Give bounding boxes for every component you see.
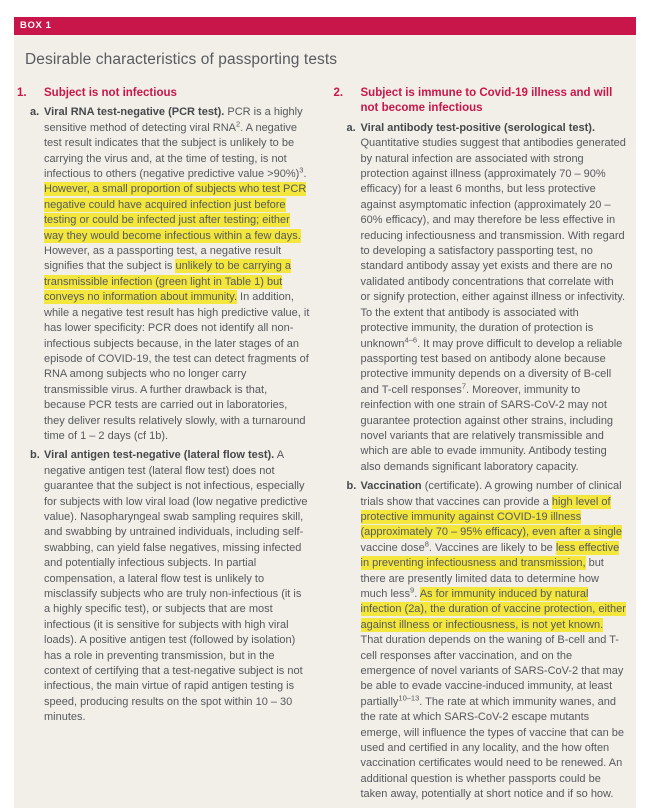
column-right: [334, 86, 627, 803]
box-label: BOX 1: [14, 17, 636, 35]
section-1-heading-text: Subject is not infectious: [44, 87, 177, 99]
superscript: 9: [410, 585, 415, 595]
paragraph-1b-letter: b.: [30, 449, 40, 462]
paragraph-2b-text: [361, 479, 627, 803]
text-run: However, as a passporting test, a negative result signifies that the subject is: [44, 245, 282, 273]
text-run: . A negative test result indicates that the subject is unlikely to be carrying the virus and, at the time of testing, is not infectious to others (negative predictive value >90%): [44, 121, 300, 181]
text-run: PCR is a highly sensitive method of detecting viral RNA: [44, 106, 303, 134]
highlighted-text-run: However, a small proportion of subjects who test PCR negative could have acquired infection just before testing or could be infected just after testing; either way they would become infectious within a few days.: [44, 183, 307, 242]
paragraph-1a-letter: a.: [30, 106, 40, 119]
superscript: 8: [424, 539, 429, 549]
text-run: .: [414, 588, 420, 600]
column-left: [17, 86, 310, 803]
superscript: 4–6: [404, 334, 418, 344]
box-content: [14, 35, 636, 808]
text-run: Vaccination: [360, 480, 422, 493]
paragraph-1b: [17, 448, 310, 725]
text-run: . It may prove difficult to develop a reliable passporting test based on antibody alone because protective immunity depends on a diversity of B-cell and T-cell responses: [360, 337, 623, 396]
section-1-number: 1.: [17, 87, 27, 99]
paragraph-2b-letter: b.: [346, 480, 357, 493]
text-run: Viral antigen test-negative (lateral flow test).: [44, 449, 275, 462]
text-run: .: [303, 168, 307, 181]
section-1-heading: [17, 86, 310, 101]
superscript: 7: [461, 381, 466, 391]
text-run: but there are presently limited data to determine how much less: [360, 557, 604, 600]
paragraph-1a-text: [44, 105, 310, 444]
text-run: Viral RNA test-negative (PCR test).: [44, 106, 225, 119]
highlighted-text-run: unlikely to be carrying a transmissible infection (green light in Table 1) but conveys no information about immunity.: [44, 260, 292, 304]
superscript: 2: [235, 119, 241, 129]
section-2-heading-text: Subject is immune to Covid-19 illness and will not become infectious: [360, 87, 613, 115]
text-run: A negative antigen test (lateral flow test) does not guarantee that the subject is not infectious, especially for subjects with low viral load (low negative predictive value). Nasopharyngeal swab sampling requires skill, and swabbing by untrained individuals, including self-swabbing, can yield false negatives, missing infected and potentially infectious subjects. In partial compensation, a lateral flow test is unlikely to misclassify subjects who are truly non-infectious (it is a highly specific test), or subjects that are most infectious (it is sensitive for subjects with high viral loads). A positive antigen test (followed by isolation) has a role in preventing transmission, but in the context of certifying that a test-negative subject is not infectious, the main virtue of rapid antigen testing is speed, producing results on the spot within 10 – 30 minutes.: [44, 449, 308, 724]
paragraph-2a-letter: a.: [346, 121, 356, 134]
text-run: That duration depends on the waning of B-cell and T-cell responses after vaccination, and on the emergence of novel variants of SARS-CoV-2 that may be able to evade vaccine-induced immunity, at least partially: [360, 634, 624, 708]
paragraph-2a: [334, 121, 627, 475]
section-2-number: 2.: [333, 87, 344, 99]
text-run: Quantitative studies suggest that antibodies generated by natural infection are associated with strong protection against illness (approximately 70 – 90% efficacy) for a least 6 months, but less protective against asymptomatic infection (approximately 20 – 60% efficacy), and may therefore be less effective in reducing infectiousness and transmission. With regard to developing a satisfactory passporting test, no standard antibody assay yet exists and there are no validated antibody concentrations that correlate with or signify protection, either against illness or infectivity. To the extent that antibody is associated with protective immunity, the duration of protection is unknown: [360, 137, 626, 350]
columns: [17, 86, 626, 803]
paragraph-2a-text: [361, 121, 627, 475]
text-run: Viral antibody test-positive (serological test).: [360, 121, 596, 134]
highlighted-text-run: less effective in preventing infectiousness and transmission,: [360, 541, 620, 570]
text-run: . Moreover, immunity to reinfection with one strain of SARS-CoV-2 may not guarantee protection against other strains, including novel variants that are relatively transmissible and which are able to evade immunity. Antibody testing also demands significant laboratory capacity.: [360, 383, 614, 473]
highlighted-text-run: high level of protective immunity against COVID-19 illness (approximately 70 – 95% efficacy), even after a single: [360, 495, 622, 539]
superscript: 10–13: [398, 693, 420, 703]
section-2-heading: [334, 86, 627, 117]
text-run: (certificate). A growing number of clinical trials show that vaccines can provide a: [360, 480, 622, 508]
paragraph-2b: [334, 479, 627, 803]
highlighted-text-run: As for immunity induced by natural infection (2a), the duration of vaccine protection, either against illness or infectiousness, is not yet known.: [360, 588, 626, 631]
paragraph-1b-text: [44, 448, 310, 725]
text-run: In addition, while a negative test result has high predictive value, it has lower specificity: PCR does not identify all non-infectious subjects because, in the later stages of an episode of COVID-19, the test can detect fragments of RNA among subjects who no longer carry transmissible virus. A further drawback is that, because PCR tests are carried out in laboratories, they deliver results relatively slowly, with a turnaround time of 1 – 2 days (cf 1b).: [44, 291, 310, 442]
box-panel: [14, 17, 636, 808]
text-run: vaccine dose: [360, 541, 425, 554]
paragraph-1a: [17, 105, 310, 444]
text-run: . The rate at which immunity wanes, and the rate at which SARS-CoV-2 escape mutants emerge, will influence the types of vaccine that can be used and certified in any locality, and the how often vaccination certificates would need to be renewed. An additional question is whether passports could be taken away, potentially at short notice and if so how.: [360, 695, 625, 801]
text-run: . Vaccines are likely to be: [428, 541, 556, 554]
superscript: 3: [299, 165, 304, 175]
box-title: Desirable characteristics of passporting tests: [25, 51, 338, 68]
